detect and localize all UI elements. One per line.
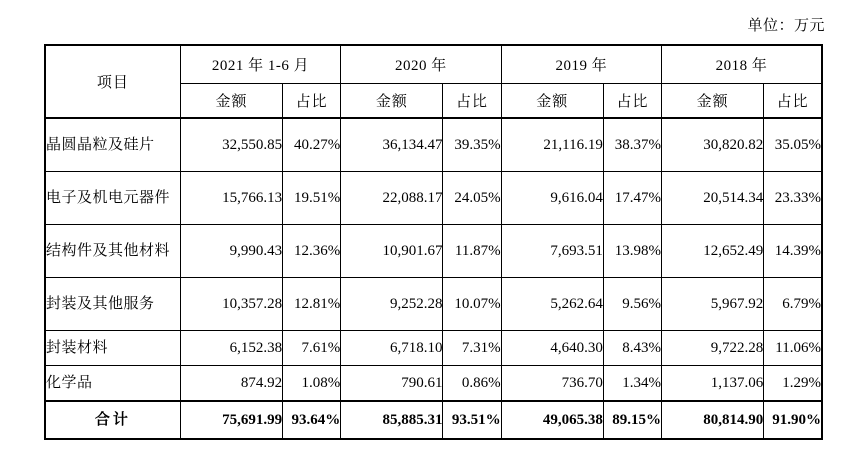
row-cell: 1.08% — [283, 366, 341, 402]
row-cell: 12.36% — [283, 225, 341, 278]
row-label: 晶圆晶粒及硅片 — [45, 118, 180, 172]
row-cell: 790.61 — [341, 366, 443, 402]
row-cell: 4,640.30 — [501, 331, 603, 366]
row-cell: 9,990.43 — [180, 225, 282, 278]
row-cell: 6.79% — [764, 278, 822, 331]
row-cell: 39.35% — [443, 118, 501, 172]
row-cell: 19.51% — [283, 172, 341, 225]
row-cell: 6,718.10 — [341, 331, 443, 366]
total-cell: 75,691.99 — [180, 401, 282, 439]
header-period-2: 2019 年 — [501, 45, 661, 84]
total-cell: 80,814.90 — [662, 401, 764, 439]
table-row — [45, 225, 822, 278]
row-cell: 36,134.47 — [341, 118, 443, 172]
row-cell: 21,116.19 — [501, 118, 603, 172]
row-cell: 9,722.28 — [662, 331, 764, 366]
header-period-1: 2020 年 — [341, 45, 501, 84]
header-ratio-2: 占比 — [603, 84, 661, 119]
procurement-table-wrapper — [44, 44, 823, 440]
row-cell: 1,137.06 — [662, 366, 764, 402]
row-cell: 15,766.13 — [180, 172, 282, 225]
total-cell: 93.64% — [283, 401, 341, 439]
row-cell: 32,550.85 — [180, 118, 282, 172]
row-label: 化学品 — [45, 366, 180, 402]
total-cell: 85,885.31 — [341, 401, 443, 439]
row-cell: 1.34% — [603, 366, 661, 402]
row-cell: 11.87% — [443, 225, 501, 278]
header-period-0: 2021 年 1-6 月 — [180, 45, 340, 84]
row-cell: 17.47% — [603, 172, 661, 225]
header-amount-1: 金额 — [341, 84, 443, 119]
table-total-row — [45, 401, 822, 439]
row-cell: 12.81% — [283, 278, 341, 331]
header-ratio-1: 占比 — [443, 84, 501, 119]
total-cell: 49,065.38 — [501, 401, 603, 439]
row-cell: 9,616.04 — [501, 172, 603, 225]
row-label: 电子及机电元器件 — [45, 172, 180, 225]
row-cell: 8.43% — [603, 331, 661, 366]
row-cell: 5,262.64 — [501, 278, 603, 331]
row-cell: 38.37% — [603, 118, 661, 172]
row-cell: 6,152.38 — [180, 331, 282, 366]
row-cell: 30,820.82 — [662, 118, 764, 172]
header-period-3: 2018 年 — [662, 45, 822, 84]
header-amount-0: 金额 — [180, 84, 282, 119]
total-cell: 91.90% — [764, 401, 822, 439]
row-cell: 24.05% — [443, 172, 501, 225]
row-label: 封装及其他服务 — [45, 278, 180, 331]
row-cell: 20,514.34 — [662, 172, 764, 225]
row-cell: 9,252.28 — [341, 278, 443, 331]
table-row — [45, 278, 822, 331]
row-cell: 5,967.92 — [662, 278, 764, 331]
row-label: 结构件及其他材料 — [45, 225, 180, 278]
row-cell: 35.05% — [764, 118, 822, 172]
row-cell: 9.56% — [603, 278, 661, 331]
row-cell: 1.29% — [764, 366, 822, 402]
header-ratio-3: 占比 — [764, 84, 822, 119]
row-cell: 10,901.67 — [341, 225, 443, 278]
table-row — [45, 118, 822, 172]
row-cell: 736.70 — [501, 366, 603, 402]
header-item: 项目 — [45, 45, 180, 118]
table-header-periods — [45, 45, 822, 84]
unit-note: 单位：万元 — [747, 18, 825, 34]
table-row — [45, 172, 822, 225]
row-cell: 7.31% — [443, 331, 501, 366]
row-cell: 7.61% — [283, 331, 341, 366]
table-row — [45, 366, 822, 402]
row-cell: 23.33% — [764, 172, 822, 225]
row-cell: 0.86% — [443, 366, 501, 402]
row-cell: 40.27% — [283, 118, 341, 172]
row-label: 封装材料 — [45, 331, 180, 366]
row-cell: 11.06% — [764, 331, 822, 366]
header-amount-2: 金额 — [501, 84, 603, 119]
row-cell: 7,693.51 — [501, 225, 603, 278]
header-amount-3: 金额 — [662, 84, 764, 119]
row-cell: 14.39% — [764, 225, 822, 278]
total-label: 合计 — [45, 401, 180, 439]
row-cell: 10,357.28 — [180, 278, 282, 331]
header-ratio-0: 占比 — [283, 84, 341, 119]
row-cell: 10.07% — [443, 278, 501, 331]
procurement-table — [44, 44, 823, 440]
row-cell: 13.98% — [603, 225, 661, 278]
row-cell: 12,652.49 — [662, 225, 764, 278]
table-row — [45, 331, 822, 366]
total-cell: 93.51% — [443, 401, 501, 439]
total-cell: 89.15% — [603, 401, 661, 439]
row-cell: 874.92 — [180, 366, 282, 402]
row-cell: 22,088.17 — [341, 172, 443, 225]
